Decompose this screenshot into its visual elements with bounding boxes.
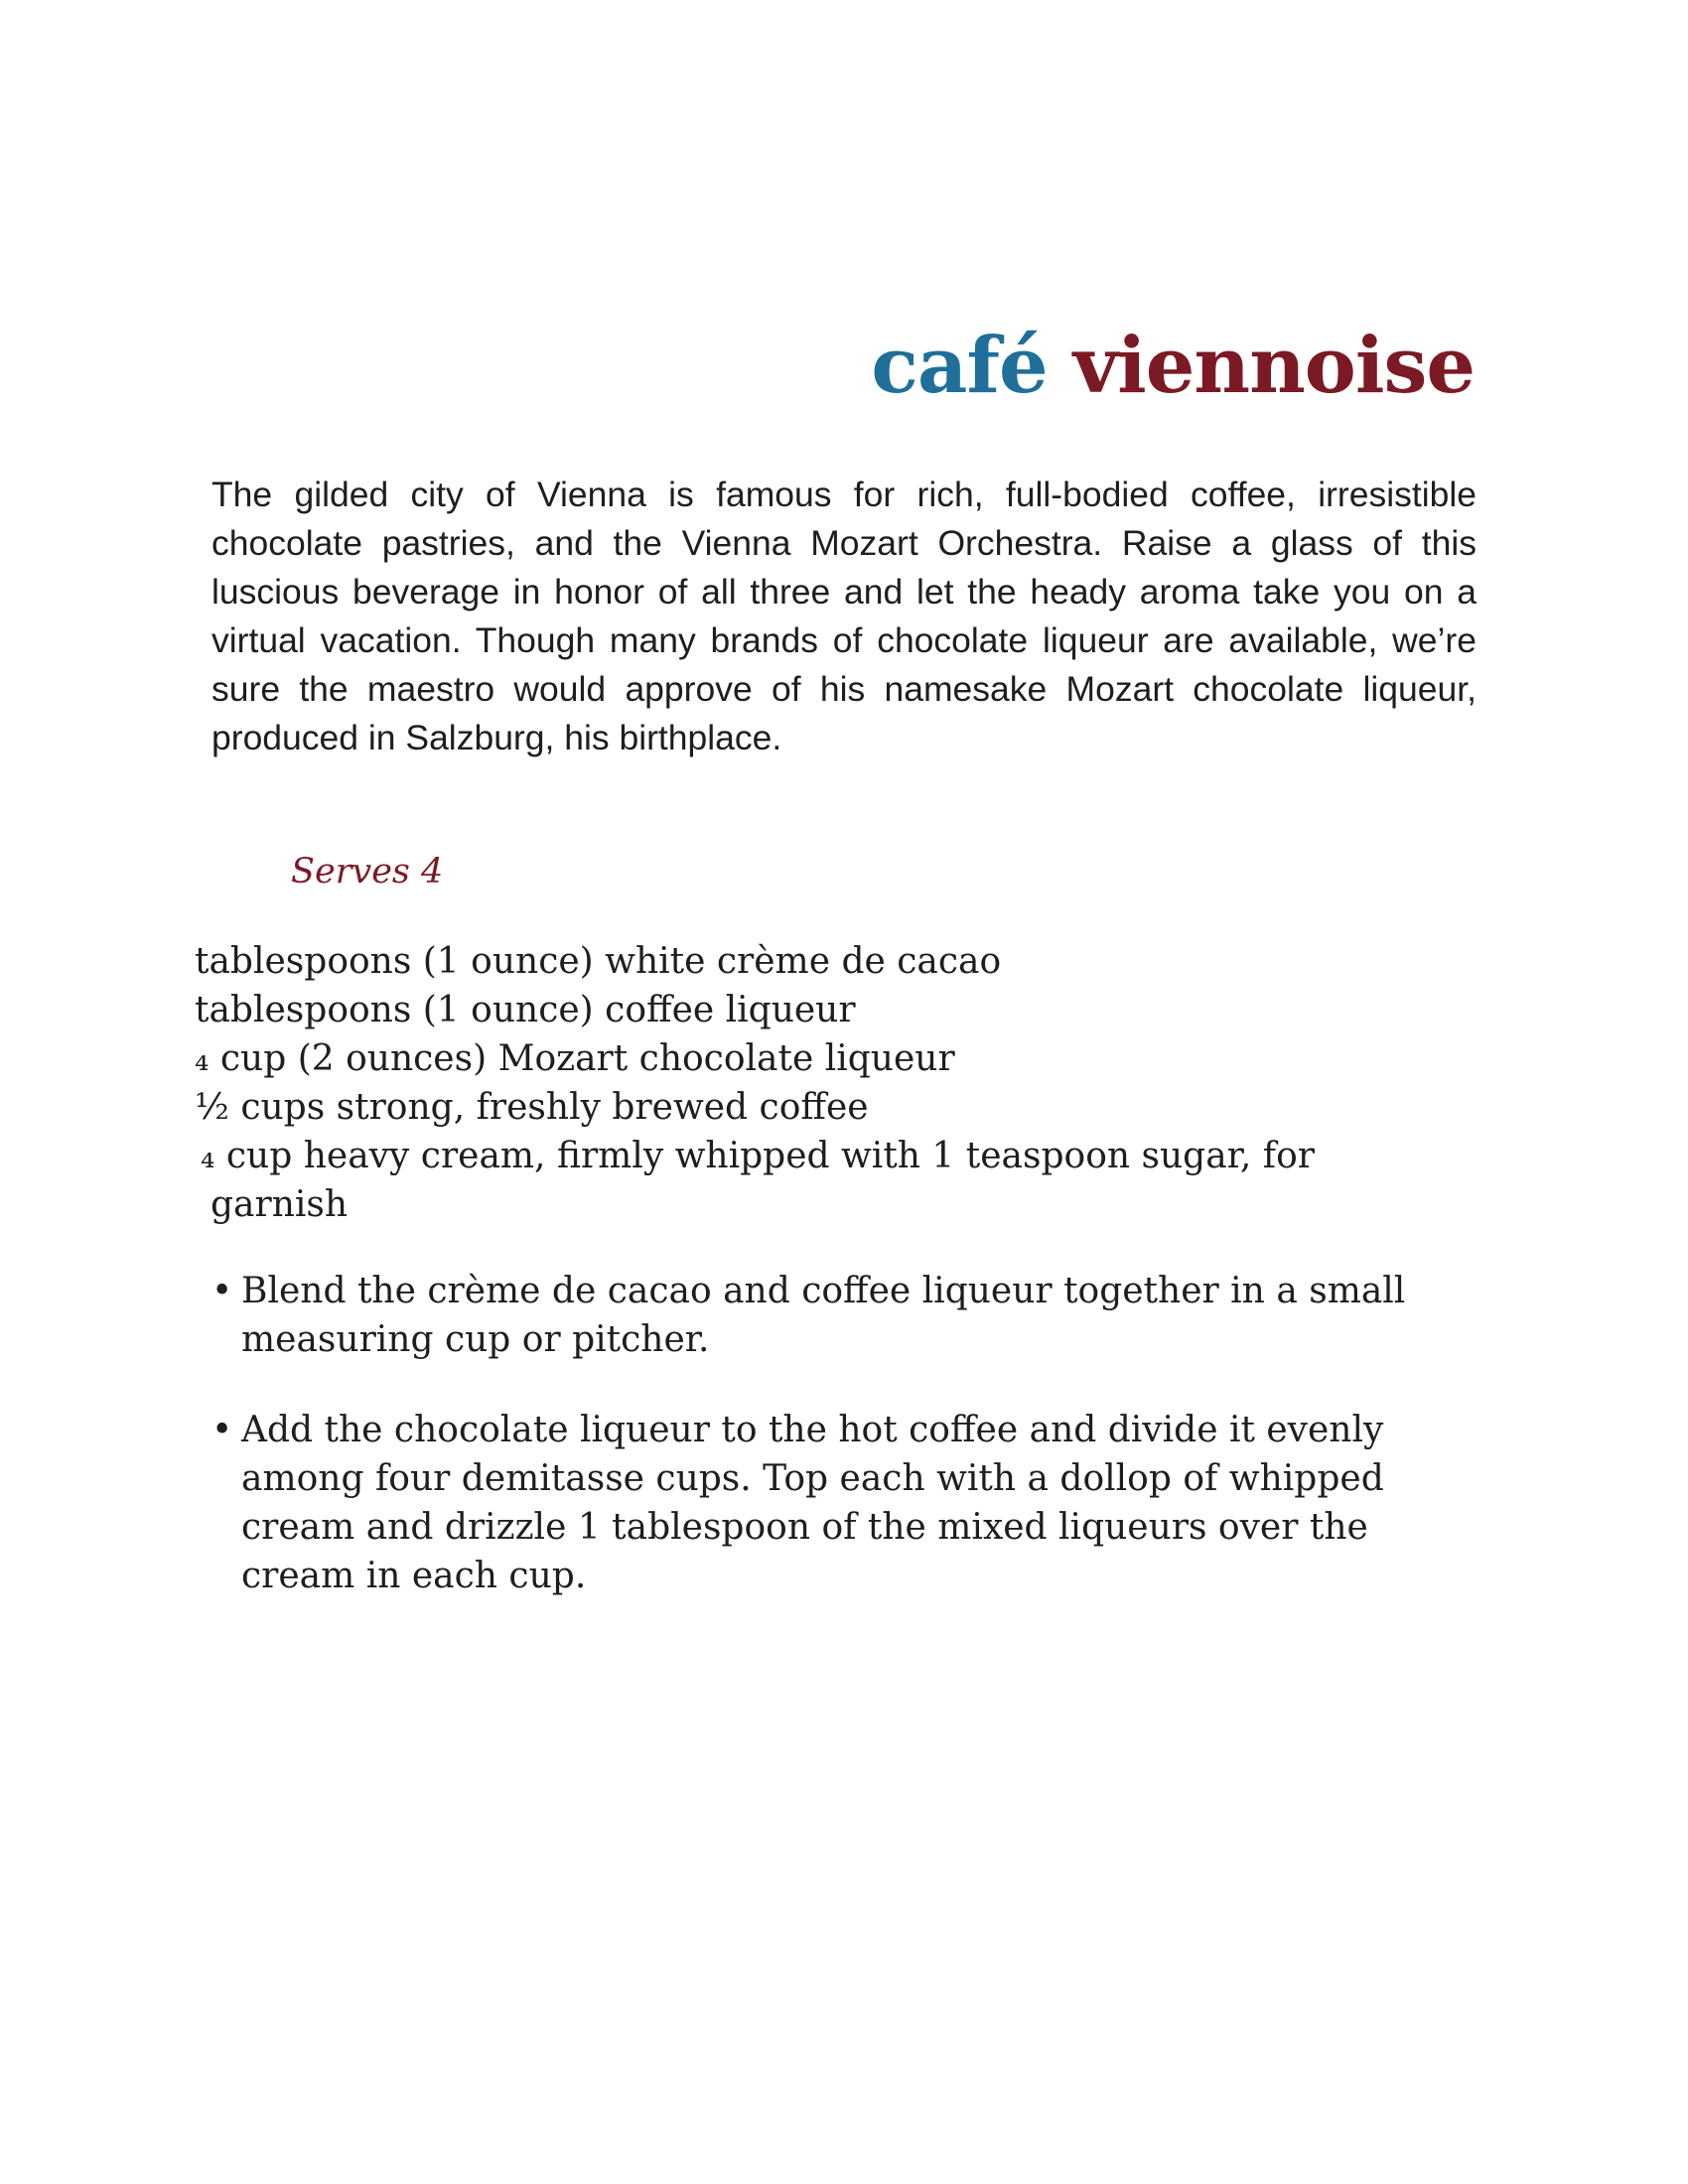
- serves-count: Serves 4: [291, 852, 444, 891]
- recipe-title: [871, 321, 1475, 411]
- step-text: Blend the crème de cacao and coffee liqueur together in a small measuring cup or pitcher.: [241, 1271, 1406, 1360]
- bullet-icon: •: [211, 1410, 233, 1450]
- step-text: Add the chocolate liqueur to the hot coffee and divide it evenly among four demitasse cups. Top each with a dollop of whipped cream and drizzle 1 tablespoon of the mixed liqueurs over the cream in each cup.: [241, 1410, 1384, 1596]
- ingredient-item: ½ cups strong, freshly brewed coffee: [195, 1087, 869, 1128]
- title-word-viennoise: viennoise: [1072, 321, 1475, 411]
- ingredient-list: [195, 937, 1426, 1229]
- ingredient-item: tablespoons (1 ounce) coffee liqueur: [195, 990, 856, 1030]
- ingredient-item: tablespoons (1 ounce) white crème de cacao: [195, 941, 1002, 982]
- bullet-icon: •: [211, 1271, 233, 1311]
- title-word-cafe: café: [871, 321, 1048, 411]
- ingredient-item: ₄ cup heavy cream, firmly whipped with 1 teaspoon sugar, for garnish: [201, 1136, 1316, 1225]
- intro-paragraph: The gilded city of Vienna is famous for rich, full-bodied coffee, irresistible chocolate pastries, and the Vienna Mozart Orchestra. Raise a glass of this luscious beverage in honor of all three and let the heady aroma take you on a virtual vacation. Though many brands of chocolate liqueur are available, we’re sure the maestro would approve of his namesake Mozart chocolate liqueur, produced in Salzburg, his birthplace.: [211, 475, 1477, 757]
- ingredient-item: ₄ cup (2 ounces) Mozart chocolate liqueur: [195, 1038, 955, 1079]
- method-steps: [211, 1267, 1453, 1642]
- method-step: [211, 1406, 1453, 1600]
- method-step: [211, 1267, 1453, 1364]
